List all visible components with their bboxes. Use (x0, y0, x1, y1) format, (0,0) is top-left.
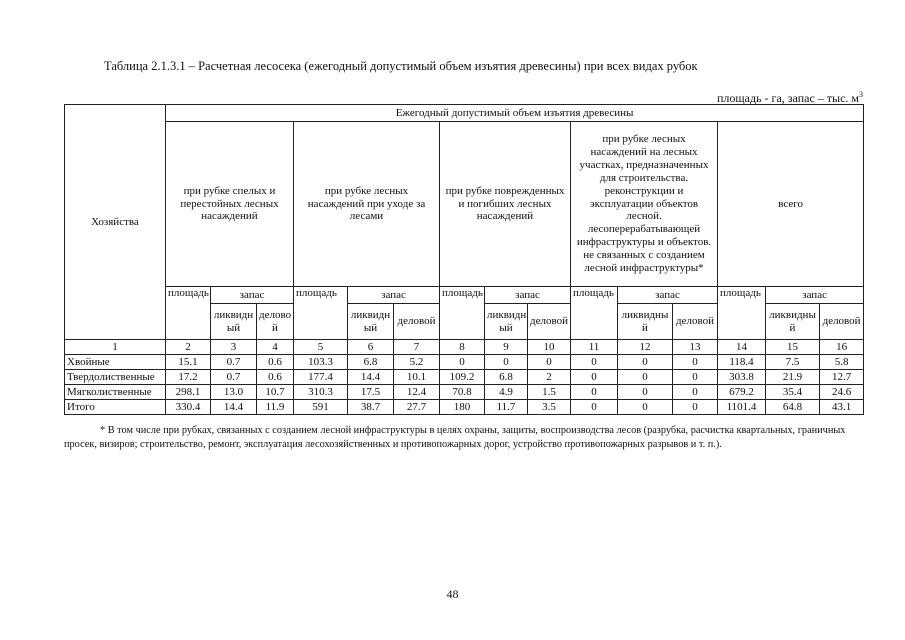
table-cell: 10.1 (394, 370, 440, 385)
table-cell: 3.5 (528, 400, 571, 415)
table-cell: 10.7 (257, 385, 294, 400)
liquid-header: ликвидн ый (348, 304, 394, 340)
table-cell: 12.7 (820, 370, 864, 385)
table-row (65, 385, 864, 400)
liquid-header: ликвидн ый (211, 304, 257, 340)
business-header: деловой (820, 304, 864, 340)
column-number: 7 (394, 340, 440, 355)
table-cell: 11.7 (485, 400, 528, 415)
business-header: деловой (673, 304, 718, 340)
table-cell: 177.4 (294, 370, 348, 385)
table-cell: 17.2 (166, 370, 211, 385)
area-header: площадь (166, 287, 211, 340)
table-cell: 4.9 (485, 385, 528, 400)
column-number: 5 (294, 340, 348, 355)
table-cell: 11.9 (257, 400, 294, 415)
column-number: 1 (65, 340, 166, 355)
table-cell: 2 (528, 370, 571, 385)
stock-header: запас (211, 287, 294, 304)
column-number: 10 (528, 340, 571, 355)
stock-header: запас (618, 287, 718, 304)
harvest-table (64, 104, 864, 415)
table-cell: 303.8 (718, 370, 766, 385)
table-cell: 64.8 (766, 400, 820, 415)
business-header: деловой (528, 304, 571, 340)
table-cell: 0 (571, 385, 618, 400)
footnote: * В том числе при рубках, связанных с созданием лесной инфраструктуры в целях охраны, защиты, воспроизводства лесов (разрубка, расчистка квартальных, граничных просек, визиров; строительство, ремонт, эксплуатация лесохозяйственных и противопожарных дорог, устройство противопожарных разрывов и т. п.). (64, 425, 846, 450)
table-cell: 13.0 (211, 385, 257, 400)
row-label: Мягколиственные (65, 385, 166, 400)
table-cell: 0 (571, 355, 618, 370)
units-text: площадь - га, запас – тыс. м (716, 91, 859, 105)
stock-header: запас (348, 287, 440, 304)
table-cell: 12.4 (394, 385, 440, 400)
business-header: деловой (394, 304, 440, 340)
table-cell: 0.7 (211, 355, 257, 370)
column-number-row (65, 340, 864, 355)
table-cell: 180 (440, 400, 485, 415)
row-label: Итого (65, 400, 166, 415)
group-header-3: при рубке поврежденных и погибших лесных насаждений (440, 122, 571, 287)
table-cell: 0 (618, 400, 673, 415)
table-cell: 21.9 (766, 370, 820, 385)
table-cell: 298.1 (166, 385, 211, 400)
column-number: 3 (211, 340, 257, 355)
table-cell: 109.2 (440, 370, 485, 385)
table-cell: 0 (571, 400, 618, 415)
table-cell: 0.6 (257, 370, 294, 385)
table-cell: 679.2 (718, 385, 766, 400)
table-cell: 0 (440, 355, 485, 370)
liquid-header: ликвидн ый (485, 304, 528, 340)
header-top: Ежегодный допустимый объем изъятия древесины (166, 105, 864, 122)
table-cell: 27.7 (394, 400, 440, 415)
table-caption: Таблица 2.1.3.1 – Расчетная лесосека (ежегодный допустимый объем изъятия древесины) при всех видах рубок (104, 59, 698, 73)
table-cell: 1101.4 (718, 400, 766, 415)
table-cell: 35.4 (766, 385, 820, 400)
table-cell: 0 (485, 355, 528, 370)
table-cell: 5.8 (820, 355, 864, 370)
table-cell: 0 (618, 355, 673, 370)
table-cell: 0 (571, 370, 618, 385)
table-cell: 5.2 (394, 355, 440, 370)
table-cell: 1.5 (528, 385, 571, 400)
table-cell: 0 (618, 370, 673, 385)
area-header: площадь (440, 287, 485, 340)
table-cell: 0.7 (211, 370, 257, 385)
column-number: 4 (257, 340, 294, 355)
table-cell: 0 (673, 385, 718, 400)
table-cell: 103.3 (294, 355, 348, 370)
group-header-1: при рубке спелых и перестойных лесных насаждений (166, 122, 294, 287)
column-number: 12 (618, 340, 673, 355)
column-number: 8 (440, 340, 485, 355)
units-superscript: 3 (859, 90, 863, 99)
area-header: площадь (571, 287, 618, 340)
table-cell: 24.6 (820, 385, 864, 400)
table-cell: 70.8 (440, 385, 485, 400)
column-number: 2 (166, 340, 211, 355)
column-number: 11 (571, 340, 618, 355)
business-header: делово й (257, 304, 294, 340)
column-number: 6 (348, 340, 394, 355)
table-cell: 14.4 (211, 400, 257, 415)
group-header-4: при рубке лесных насаждений на лесных участках, предназначенных для строительства. реконструкции и эксплуатации объектов лесной. лесоперерабатывающей инфраструктуры и объектов. не связанных с созданием лесной инфраструктуры* (571, 122, 718, 287)
table-cell: 7.5 (766, 355, 820, 370)
table-cell: 0.6 (257, 355, 294, 370)
table-cell: 0 (673, 400, 718, 415)
page-number: 48 (446, 587, 459, 601)
table-cell: 591 (294, 400, 348, 415)
table-cell: 0 (673, 355, 718, 370)
area-header: площадь (294, 287, 348, 340)
table-row (65, 370, 864, 385)
table-row (65, 400, 864, 415)
row-label: Твердолиственные (65, 370, 166, 385)
table-cell: 0 (528, 355, 571, 370)
stock-header: запас (766, 287, 864, 304)
row-label: Хвойные (65, 355, 166, 370)
liquid-header: ликвидны й (618, 304, 673, 340)
table-cell: 118.4 (718, 355, 766, 370)
table-cell: 38.7 (348, 400, 394, 415)
table-cell: 0 (673, 370, 718, 385)
table-cell: 310.3 (294, 385, 348, 400)
header-farm: Хозяйства (65, 105, 166, 340)
column-number: 14 (718, 340, 766, 355)
group-header-2: при рубке лесных насаждений при уходе за лесами (294, 122, 440, 287)
liquid-header: ликвидны й (766, 304, 820, 340)
stock-header: запас (485, 287, 571, 304)
area-header: площадь (718, 287, 766, 340)
table-cell: 14.4 (348, 370, 394, 385)
table-cell: 330.4 (166, 400, 211, 415)
table-cell: 6.8 (485, 370, 528, 385)
column-number: 16 (820, 340, 864, 355)
column-number: 9 (485, 340, 528, 355)
column-number: 15 (766, 340, 820, 355)
table-cell: 17.5 (348, 385, 394, 400)
table-cell: 6.8 (348, 355, 394, 370)
group-header-5: всего (718, 122, 864, 287)
column-number: 13 (673, 340, 718, 355)
table-row (65, 355, 864, 370)
table-cell: 15.1 (166, 355, 211, 370)
table-cell: 43.1 (820, 400, 864, 415)
table-cell: 0 (618, 385, 673, 400)
